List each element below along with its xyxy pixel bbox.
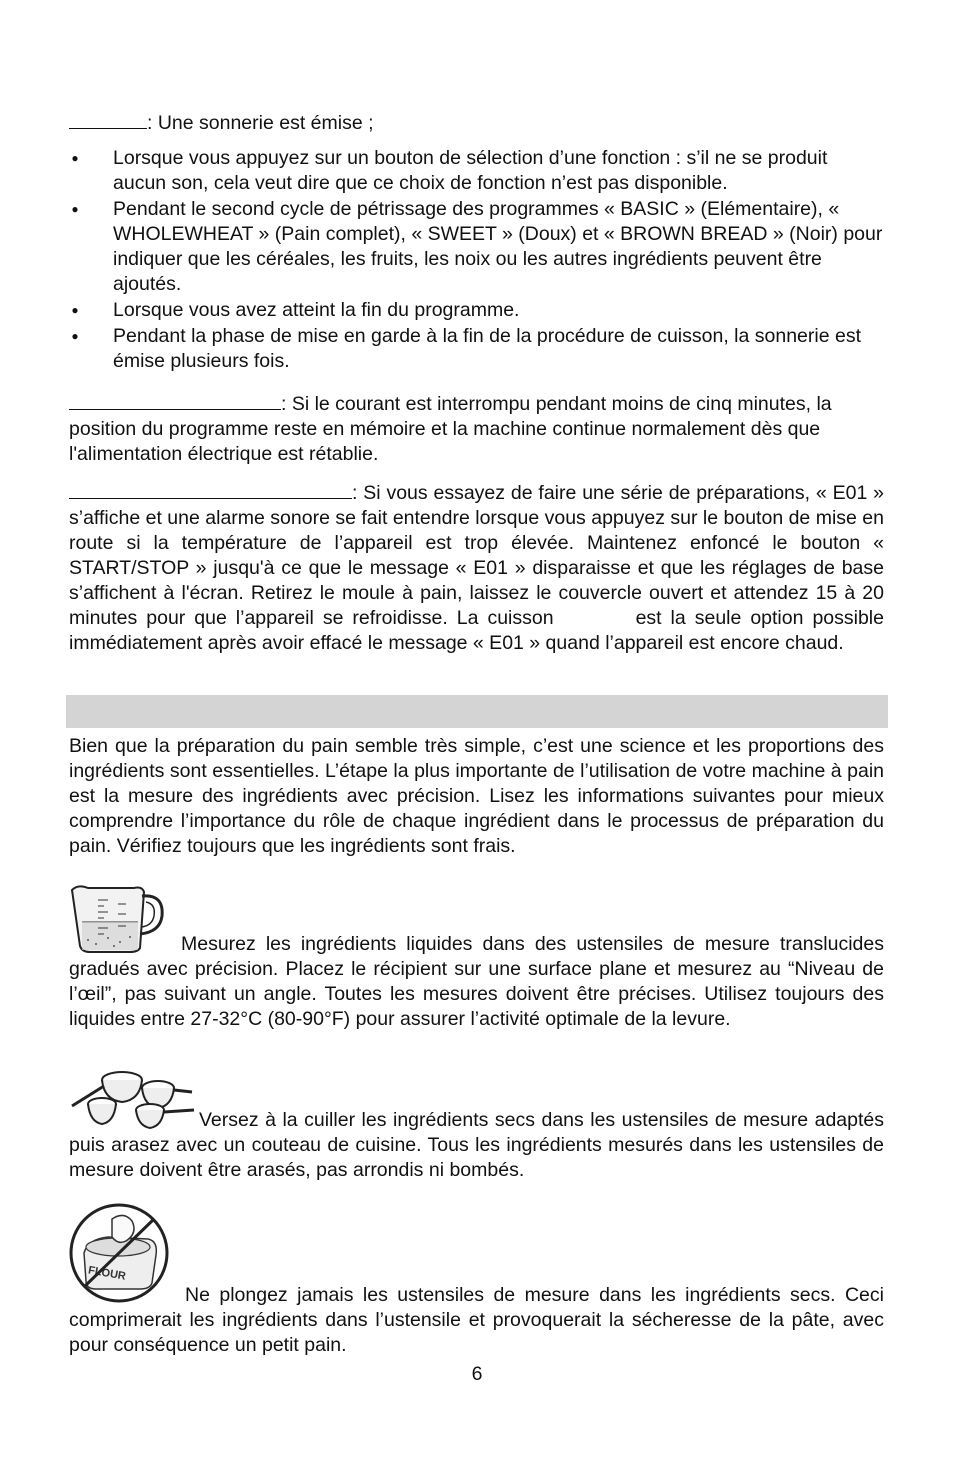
blank-line [69,110,147,129]
blank-line [69,391,281,410]
power-paragraph: : Si le courant est interrompu pendant moins de cinq minutes, la position du programme reste en mémoire et la machine continue normalement dès que l'alimentation électrique est rétablie. [69,393,832,465]
liquid-paragraph: Mesurez les ingrédients liquides dans des ustensiles de mesure translucides gradués avec précision. Placez le récipient sur une surface plane et mesurez au “Niveau de l’œil”, pas suivant un angle. Toutes les mesures doivent être précises. Utilisez toujours des liquides entre 27-32°C (80-90°F) pour assurer l’activité optimale de la levure. [69,933,884,1030]
beep-list [69,146,884,374]
no-dipping-icon [68,1203,172,1303]
dip-paragraph: Ne plongez jamais les ustensiles de mesure dans les ingrédients secs. Ceci comprimerait les ingrédients dans l’ustensile et provoquerait la sécheresse de la pâte, avec pour conséquence un petit pain. [69,1284,884,1356]
measuring-jug-icon [68,882,168,954]
list-item: ● Pendant le second cycle de pétrissage des programmes « BASIC » (Elémentaire), « WHOLEWHEAT » (Pain complet), « SWEET » (Doux) et « BROWN BREAD » (Noir) pour indiquer que les céréales, les fruits, les noix ou les autres ingrédients peuvent être ajoutés. [69,197,884,297]
measuring-cups-icon [68,1066,196,1132]
beep-heading: : Une sonnerie est émise ; [69,110,884,136]
bullet-icon: ● [71,151,79,165]
flour-label: FLOUR [87,1264,127,1283]
intro-paragraph: Bien que la préparation du pain semble très simple, c’est une science et les proportions des ingrédients sont essentielles. L’étape la plus importante de l’utilisation de votre machine à pain est la mesure des ingrédients avec précision. Lisez les informations suivantes pour mieux comprendre l’importance du rôle de chaque ingrédient dans le processus de préparation du pain. Vérifiez toujours que les ingrédients sont frais. [69,735,884,857]
list-item: ● Pendant la phase de mise en garde à la fin de la procédure de cuisson, la sonnerie est émise plusieurs fois. [69,324,884,374]
section-header-bar [66,695,888,728]
bullet-icon: ● [71,303,79,317]
list-item: ● Lorsque vous avez atteint la fin du programme. [69,298,884,323]
page-number: 6 [471,1363,483,1385]
temperature-paragraph: : Si vous essayez de faire une série de préparations, « E01 » s’affiche et une alarme sonore se fait entendre lorsque vous appuyez sur le bouton de mise en route si la température de l’appareil est trop élevée. Maintenez enfoncé le bouton « START/STOP » jusqu'à ce que le message « E01 » disparaisse et que les réglages de base s’affichent à l'écran. Retirez le moule à pain, laissez le couvercle ouvert et attendez 15 à 20 minutes pour que l’appareil se refroidisse. La cuisson est la seule option possible immédiatement après avoir effacé le message « E01 » quand l’appareil est encore chaud. [69,482,884,654]
bullet-icon: ● [71,202,79,216]
dry-paragraph: Versez à la cuiller les ingrédients secs dans les ustensiles de mesure adaptés puis arasez avec un couteau de cuisine. Tous les ingrédients mesurés dans les ustensiles de mesure doivent être arasés, pas arrondis ni bombés. [69,1109,884,1181]
bullet-icon: ● [71,329,79,343]
blank-line [69,480,352,499]
list-item: ● Lorsque vous appuyez sur un bouton de sélection d’une fonction : s’il ne se produit aucun son, cela veut dire que ce choix de fonction n’est pas disponible. [69,146,884,196]
